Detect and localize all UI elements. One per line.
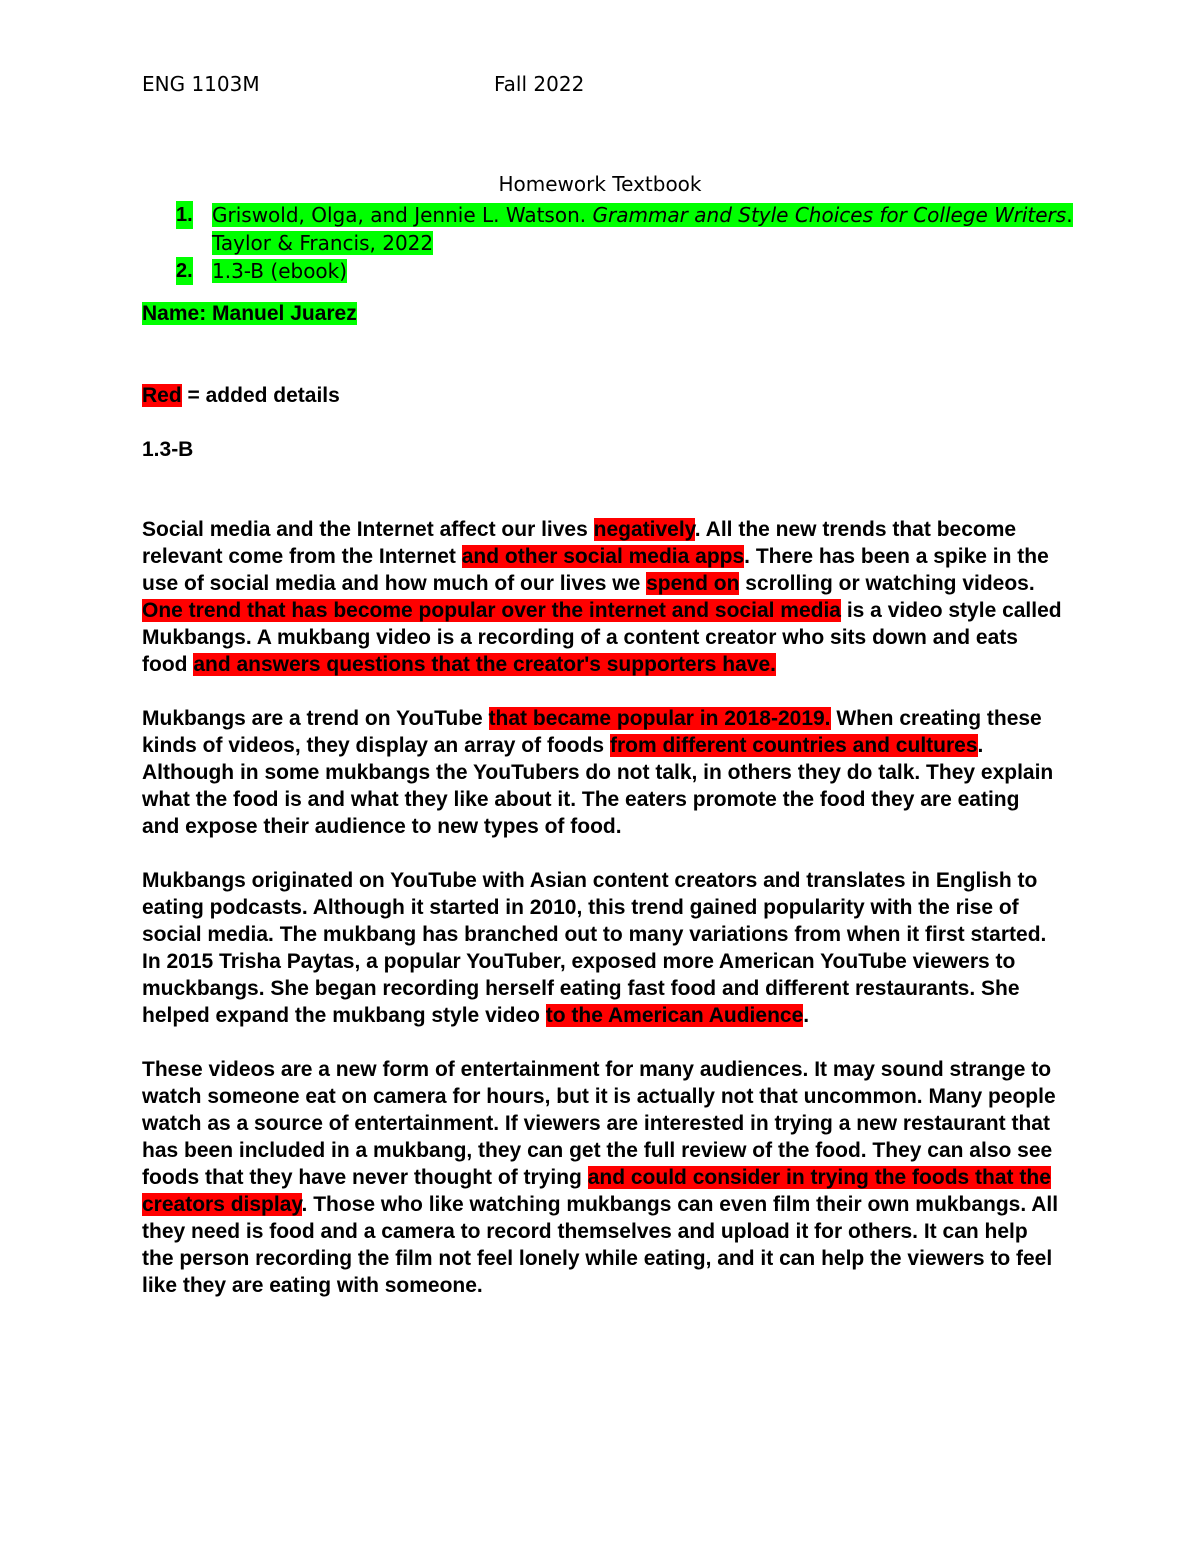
- reference-number: 1.: [176, 201, 193, 229]
- course-code: ENG 1103M: [142, 72, 260, 96]
- added-detail-highlight: and could consider in trying the foods that the creators display: [142, 1166, 1051, 1216]
- section-label: 1.3-B: [142, 438, 194, 461]
- reference-book-title: Grammar and Style Choices for College Writers: [592, 203, 1067, 227]
- paragraph-text: Social media and the Internet affect our lives: [142, 518, 594, 541]
- reference-list: [176, 201, 1076, 285]
- added-detail-highlight: to the American Audience: [545, 1004, 804, 1027]
- reference-publisher: . Taylor & Francis, 2022: [212, 203, 1073, 255]
- paragraph-text: . Those who like watching mukbangs can even film their own mukbangs. All they need is food and a camera to record themselves and upload it for others. It can help the person recording the film not feel lonely while eating, and it can help the viewers to feel like they are eating with someone.: [142, 1193, 1059, 1297]
- added-detail-highlight: negatively: [593, 518, 695, 541]
- added-detail-highlight: and answers questions that the creator's supporters have.: [193, 653, 776, 676]
- added-detail-highlight: that became popular in 2018-2019.: [488, 707, 831, 730]
- paragraph-text: .: [803, 1004, 810, 1027]
- legend-description: = added details: [181, 384, 340, 407]
- student-name-text: Name: Manuel Juarez: [142, 302, 357, 325]
- paragraph-text: . Although in some mukbangs the YouTubers do not talk, in others they do talk. They explain what the food is and what they like about it. The eaters promote the food they are eating and expose their audience to new types of food.: [142, 734, 1054, 838]
- added-detail-highlight: spend on: [646, 572, 740, 595]
- reference-text: 1.3-B (ebook): [212, 259, 348, 283]
- essay-paragraph: [142, 516, 1062, 678]
- reference-text: [212, 203, 1073, 255]
- paragraph-text: scrolling or watching videos.: [739, 572, 1035, 595]
- term-label: Fall 2022: [494, 72, 585, 96]
- paragraph-text: . All the new trends that become relevant come from the Internet: [142, 518, 1017, 568]
- reference-number: 2.: [176, 257, 193, 285]
- essay-paragraph: [142, 1056, 1062, 1299]
- essay-paragraph: [142, 705, 1062, 840]
- color-legend: [142, 382, 340, 410]
- paragraph-text: . There has been a spike in the use of social media and how much of our lives we: [142, 545, 1049, 595]
- paragraph-text: When creating these kinds of videos, they display an array of foods: [142, 707, 1042, 757]
- reference-item: [176, 257, 1076, 285]
- paragraph-text: is a video style called Mukbangs. A mukbang video is a recording of a content creator who sits down and eats food: [142, 599, 1062, 676]
- reference-item: [176, 201, 1076, 257]
- homework-title: Homework Textbook: [498, 172, 702, 196]
- legend-key-red: Red: [142, 384, 182, 407]
- essay-body: [142, 516, 1062, 1326]
- added-detail-highlight: from different countries and cultures: [609, 734, 978, 757]
- reference-authors: Griswold, Olga, and Jennie L. Watson.: [212, 203, 593, 227]
- added-detail-highlight: One trend that has become popular over the internet and social media: [142, 599, 841, 622]
- paragraph-text: Mukbangs originated on YouTube with Asian content creators and translates in English to eating podcasts. Although it started in 2010, this trend gained popularity with the rise of social media. The mukbang has branched out to many variations from when it first started. In 2015 Trisha Paytas, a popular YouTuber, exposed more American YouTube viewers to muckbangs. She began recording herself eating fast food and different restaurants. She helped expand the mukbang style video: [142, 869, 1047, 1027]
- added-detail-highlight: and other social media apps: [461, 545, 745, 568]
- student-name: [142, 300, 357, 328]
- essay-paragraph: [142, 867, 1062, 1029]
- paragraph-text: These videos are a new form of entertainment for many audiences. It may sound strange to watch someone eat on camera for hours, but it is actually not that uncommon. Many people watch as a source of entertainment. If viewers are interested in trying a new restaurant that has been included in a mukbang, they can get the full review of the food. They can also see foods that they have never thought of trying: [142, 1058, 1056, 1189]
- paragraph-text: Mukbangs are a trend on YouTube: [142, 707, 489, 730]
